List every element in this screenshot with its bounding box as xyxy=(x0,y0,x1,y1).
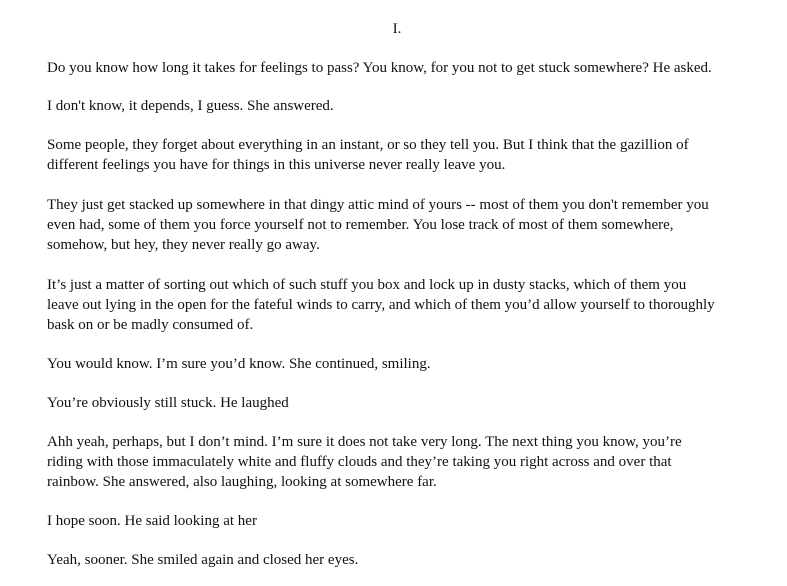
document-page xyxy=(47,0,777,586)
text-line: riding with those immaculately white and fluffy clouds and they’re taking you right across and over that xyxy=(47,454,672,470)
paragraph xyxy=(47,58,777,78)
paragraph xyxy=(47,432,777,492)
text-line: They just get stacked up somewhere in that dingy attic mind of yours -- most of them you don't remember you xyxy=(47,197,709,213)
text-line: Some people, they forget about everything in an instant, or so they tell you. But I think that the gazillion of xyxy=(47,137,689,153)
text-line: I hope soon. He said looking at her xyxy=(47,513,257,529)
text-line: Yeah, sooner. She smiled again and closed her eyes. xyxy=(47,552,359,568)
text-line: Ahh yeah, perhaps, but I don’t mind. I’m sure it does not take very long. The next thing you know, you’re xyxy=(47,434,682,450)
text-line: You’re obviously still stuck. He laughed xyxy=(47,395,289,411)
text-line: somehow, but hey, they never really go away. xyxy=(47,237,320,253)
paragraph xyxy=(47,275,777,335)
paragraph xyxy=(47,96,777,116)
text-line: different feelings you have for things in this universe never really leave you. xyxy=(47,157,506,173)
paragraph xyxy=(47,195,777,255)
text-line: rainbow. She answered, also laughing, looking at somewhere far. xyxy=(47,474,437,490)
paragraph xyxy=(47,354,777,374)
chapter-heading: I. xyxy=(392,21,402,37)
text-line: You would know. I’m sure you’d know. She continued, smiling. xyxy=(47,356,431,372)
text-line: leave out lying in the open for the fateful winds to carry, and which of them you’d allow yourself to thoroughly xyxy=(47,297,715,313)
text-line: bask on or be madly consumed of. xyxy=(47,317,254,333)
text-line: even had, some of them you force yourself not to remember. You lose track of most of them somewhere, xyxy=(47,217,674,233)
paragraph xyxy=(47,135,777,175)
paragraph xyxy=(47,550,777,570)
paragraph xyxy=(47,393,777,413)
text-line: Do you know how long it takes for feelings to pass? You know, for you not to get stuck somewhere? He asked. xyxy=(47,60,712,76)
text-line: I don't know, it depends, I guess. She answered. xyxy=(47,98,334,114)
paragraph xyxy=(47,511,777,531)
text-line: It’s just a matter of sorting out which of such stuff you box and lock up in dusty stacks, which of them you xyxy=(47,277,687,293)
